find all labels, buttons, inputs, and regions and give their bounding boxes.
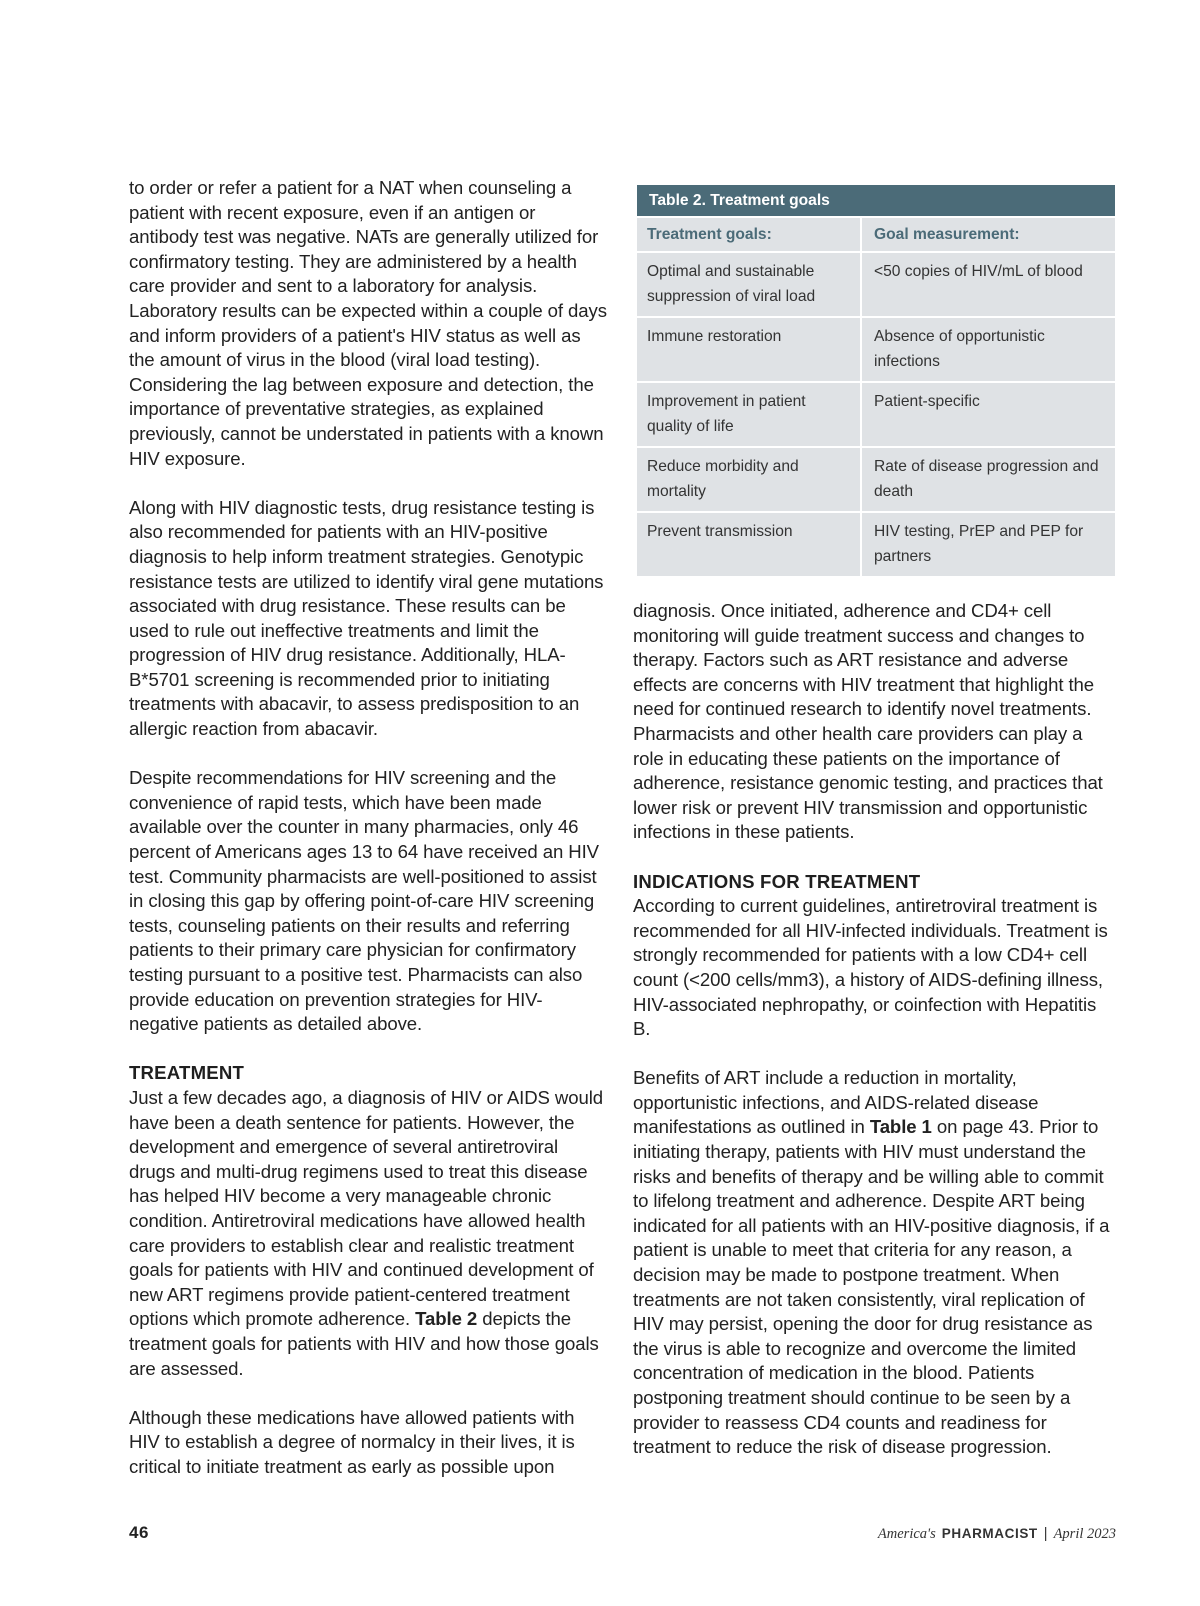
left-column — [129, 176, 607, 1504]
table-row — [637, 513, 1115, 576]
table-2-reference: Table 2 — [415, 1308, 478, 1330]
paragraph-diagnosis: diagnosis. Once initiated, adherence and CD4+ cell monitoring will guide treatment success and changes to therapy. Factors such as ART resistance and adverse effects are concerns with HIV treatment that highlight the need for continued research to identify novel treatments. Pharmacists and other health care providers can play a role in educating these patients on the importance of adherence, resistance genomic testing, and practices that lower risk or prevent HIV transmission and opportunistic infections in these patients. — [633, 600, 1103, 843]
table-cell-goal: Prevent transmission — [637, 513, 860, 576]
issue-date: April 2023 — [1053, 1526, 1116, 1542]
paragraph-drug-resistance: Along with HIV diagnostic tests, drug resistance testing is also recommended for patients with an HIV-positive diagnosis to help inform treatment strategies. Genotypic resistance tests are utilized to identify viral gene mutations associated with drug resistance. These results can be used to rule out ineffective treatments and limit the progression of HIV drug resistance. Additionally, HLA-B*5701 screening is recommended prior to initiating treatments with abacavir, to assess predisposition to an allergic reaction from abacavir. — [129, 496, 604, 740]
table-row — [637, 253, 1115, 316]
paragraph-nat: to order or refer a patient for a NAT when counseling a patient with recent exposure, even if an antigen or antibody test was negative. NATs are generally utilized for confirmatory testing. They are administered by a health care provider and sent to a laboratory for analysis. Laboratory results can be expected within a couple of days and inform providers of a patient's HIV status as well as the amount of virus in the blood (viral load testing). Considering the lag between exposure and detection, the importance of preventative strategies, as explained previously, cannot be understated in patients with a known HIV exposure. — [129, 177, 607, 469]
magazine-footer — [878, 1526, 1116, 1543]
table-header-measurement: Goal measurement: — [862, 218, 1115, 251]
page-number: 46 — [129, 1523, 149, 1542]
table-cell-goal: Reduce morbidity and mortality — [637, 448, 860, 511]
table-row — [637, 318, 1115, 381]
table-cell-measurement: HIV testing, PrEP and PEP for partners — [862, 513, 1115, 576]
table-1-reference: Table 1 — [869, 1116, 932, 1138]
table-cell-goal: Improvement in patient quality of life — [637, 383, 860, 446]
table-cell-goal: Immune restoration — [637, 318, 860, 381]
table-title: Table 2. Treatment goals — [637, 185, 1115, 216]
paragraph-early-treatment: Although these medications have allowed patients with HIV to establish a degree of normalcy in their lives, it is critical to initiate treatment as early as possible upon — [129, 1406, 575, 1477]
table-header-row — [637, 218, 1115, 251]
right-column — [633, 599, 1117, 1484]
table-header-goals: Treatment goals: — [637, 218, 860, 251]
heading-indications: INDICATIONS FOR TREATMENT — [633, 870, 921, 892]
table-row — [637, 448, 1115, 511]
heading-treatment: TREATMENT — [129, 1062, 245, 1084]
paragraph-treatment: Just a few decades ago, a diagnosis of HIV or AIDS would have been a death sentence for patients. However, the development and emergence of several antiretroviral drugs and multi-drug regimens used to treat this disease has helped HIV become a very manageable chronic condition. Antiretroviral medications have allowed health care providers to establish clear and realistic treatment goals for patients with HIV and continued development of new ART regimens provide patient-centered treatment options which promote adherence. Table 2 depicts the treatment goals for patients with HIV and how those goals are assessed. — [129, 1086, 603, 1379]
treatment-goals-table — [637, 185, 1115, 576]
magazine-name-bold: PHARMACIST — [941, 1526, 1038, 1541]
table-cell-measurement: Absence of opportunistic infections — [862, 318, 1115, 381]
table-cell-measurement: <50 copies of HIV/mL of blood — [862, 253, 1115, 316]
table-cell-measurement: Rate of disease progression and death — [862, 448, 1115, 511]
footer-separator: | — [1043, 1526, 1048, 1542]
magazine-name-italic: America's — [877, 1526, 936, 1542]
paragraph-benefits: Benefits of ART include a reduction in mortality, opportunistic infections, and AIDS-related disease manifestations as outlined in Table 1 on page 43. Prior to initiating therapy, patients with HIV must understand the risks and benefits of therapy and be willing able to commit to lifelong treatment and adherence. Despite ART being indicated for all patients with an HIV-positive diagnosis, if a patient is unable to meet that criteria for any reason, a decision may be made to postpone treatment. When treatments are not taken consistently, viral replication of HIV may persist, opening the door for drug resistance as the virus is able to recognize and overcome the limited concentration of medication in the blood. Patients postponing treatment should continue to be seen by a provider to reassess CD4 counts and readiness for treatment to reduce the risk of disease progression. — [633, 1067, 1110, 1458]
table-row — [637, 383, 1115, 446]
table-cell-goal: Optimal and sustainable suppression of viral load — [637, 253, 860, 316]
paragraph-screening: Despite recommendations for HIV screening and the convenience of rapid tests, which have been made available over the counter in many pharmacies, only 46 percent of Americans ages 13 to 64 have received an HIV test. Community pharmacists are well-positioned to assist in closing this gap by offering point-of-care HIV screening tests, counseling patients on their results and referring patients to their primary care physician for confirmatory testing pursuant to a positive test. Pharmacists can also provide education on prevention strategies for HIV-negative patients as detailed above. — [129, 767, 599, 1035]
paragraph-guidelines: According to current guidelines, antiretroviral treatment is recommended for all HIV-infected individuals. Treatment is strongly recommended for patients with a low CD4+ cell count (<200 cells/mm3), a history of AIDS-defining illness, HIV-associated nephropathy, or coinfection with Hepatitis B. — [633, 895, 1108, 1040]
table-cell-measurement: Patient-specific — [862, 383, 1115, 446]
